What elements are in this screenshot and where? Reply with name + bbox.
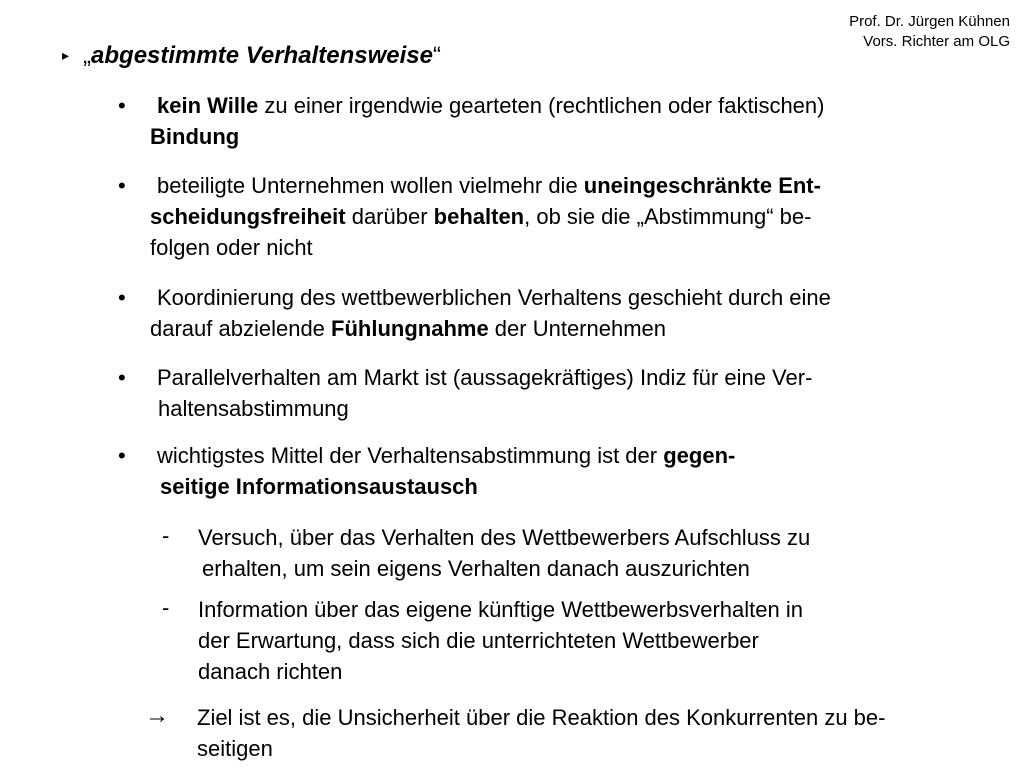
emphasis: Fühlungnahme (331, 316, 489, 341)
author-info (849, 12, 1010, 52)
triangle-bullet-icon: ▸ (62, 47, 70, 63)
conclusion-line: seitigen (197, 736, 273, 761)
dash-icon: - (162, 595, 170, 620)
text: beteiligte Unternehmen wollen vielmehr die (157, 173, 584, 198)
emphasis: scheidungsfreiheit (150, 204, 346, 229)
heading-close-quote: “ (432, 42, 441, 69)
right-arrow-icon: → (145, 702, 169, 729)
emphasis: kein Wille (157, 93, 259, 118)
bullet-icon: • (118, 93, 126, 118)
bullet-icon: • (118, 443, 126, 468)
text: zu einer irgendwie gearteten (rechtlichen oder faktischen) (258, 93, 825, 118)
text: darauf abzielende (150, 316, 332, 341)
heading-open-quote: „ (83, 42, 92, 69)
dash-icon: - (162, 523, 170, 548)
bullet-line (157, 90, 970, 121)
sub-line: erhalten, um sein eigens Verhalten danach auszurichten (202, 556, 750, 581)
bullet-icon: • (118, 365, 126, 390)
heading-title: abgestimmte Verhaltensweise (91, 42, 433, 69)
bullet-icon: • (118, 173, 126, 198)
text: der Unternehmen (488, 316, 667, 341)
bullet-line (150, 121, 970, 152)
bullet-item-2 (118, 170, 970, 263)
bullet-item-4 (118, 362, 970, 424)
emphasis: gegen- (663, 443, 736, 468)
text: , ob sie die „Abstimmung“ be- (524, 204, 812, 229)
emphasis: seitige Informationsaustausch (160, 474, 478, 499)
sub-item-1 (162, 522, 998, 584)
bullet-line: Parallelverhalten am Markt ist (aussagekräftiges) Indiz für eine Ver- (157, 365, 813, 390)
bullet-line (150, 313, 970, 344)
author-title: Vors. Richter am OLG (863, 33, 1010, 50)
bullet-icon: • (118, 285, 126, 310)
sub-line: Versuch, über das Verhalten des Wettbewerbers Aufschluss zu (198, 525, 811, 550)
bullet-line (160, 471, 970, 502)
bullet-line (157, 170, 970, 201)
sub-line: Information über das eigene künftige Wettbewerbsverhalten in (198, 597, 803, 622)
conclusion-line: Ziel ist es, die Unsicherheit über die Reaktion des Konkurrenten zu be- (197, 705, 886, 730)
emphasis: behalten (433, 204, 525, 229)
bullet-item-1 (118, 90, 970, 152)
author-name: Prof. Dr. Jürgen Kühnen (849, 13, 1010, 30)
bullet-line: haltensabstimmung (158, 396, 349, 421)
bullet-item-5 (118, 440, 970, 502)
sub-line: danach richten (198, 659, 343, 684)
text: darüber (345, 204, 434, 229)
text: wichtigstes Mittel der Verhaltensabstimmung ist der (157, 443, 664, 468)
bullet-line (157, 440, 970, 471)
bullet-line: folgen oder nicht (150, 235, 313, 260)
bullet-line (150, 201, 970, 232)
bullet-line: Koordinierung des wettbewerblichen Verhaltens geschieht durch eine (157, 285, 831, 310)
conclusion-item (145, 702, 1007, 764)
emphasis: Bindung (150, 124, 240, 149)
bullet-item-3 (118, 282, 970, 344)
sub-line: der Erwartung, dass sich die unterrichteten Wettbewerber (198, 628, 759, 653)
emphasis: uneingeschränkte Ent- (583, 173, 821, 198)
section-heading (62, 40, 441, 71)
sub-item-2 (162, 594, 998, 687)
